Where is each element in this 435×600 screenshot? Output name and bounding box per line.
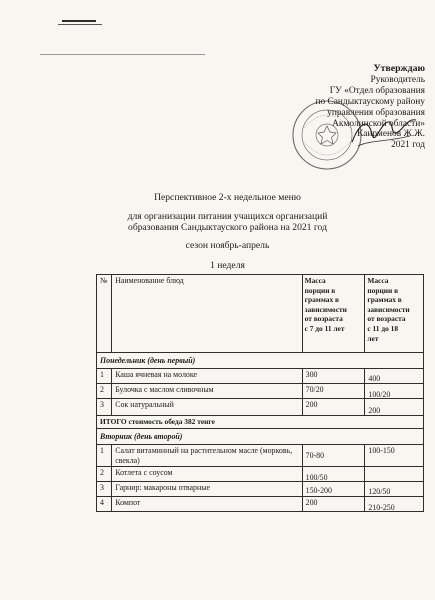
day-label: Понедельник (день первый) bbox=[97, 353, 424, 369]
mass-value: 120/50 bbox=[368, 487, 391, 497]
header-text: лет bbox=[367, 333, 379, 343]
table-row bbox=[97, 497, 424, 512]
mass-11-18 bbox=[365, 384, 424, 399]
mass-7-11 bbox=[302, 445, 365, 467]
header-text: с 7 до 11 лет bbox=[304, 323, 345, 333]
mass-7-11: 70/20 bbox=[302, 384, 365, 399]
mass-value: 70-80 bbox=[305, 451, 325, 461]
header-text: порции в bbox=[367, 285, 399, 295]
dish-name: Булочка с маслом сливочным bbox=[112, 384, 302, 399]
row-number: 1 bbox=[97, 369, 112, 384]
dish-name: Котлета с соусом bbox=[112, 467, 302, 482]
approval-signatory: Каирменов Ж.Ж. bbox=[357, 129, 425, 140]
header-text: граммах в bbox=[304, 295, 340, 305]
dish-name: Салат витаминный на растительном масле (морковь, свекла) bbox=[112, 445, 302, 467]
season-label: сезон ноябрь-апрель bbox=[185, 240, 270, 251]
row-number: 4 bbox=[97, 497, 112, 512]
dish-name: Гарнир: макароны отварные bbox=[112, 482, 302, 497]
approval-date: 2021 год bbox=[391, 140, 425, 151]
dish-name: Сок натуральный bbox=[112, 399, 302, 416]
header-text: зависимости bbox=[367, 304, 410, 314]
approval-line: Руководитель bbox=[370, 74, 425, 85]
scan-mark bbox=[62, 20, 96, 22]
row-number: 3 bbox=[97, 399, 112, 416]
approval-title: Утверждаю bbox=[373, 63, 425, 74]
mass-7-11 bbox=[302, 482, 365, 497]
mass-value: 400 bbox=[368, 374, 381, 384]
approval-line: ГУ «Отдел образования bbox=[329, 85, 425, 96]
row-number: 2 bbox=[97, 467, 112, 482]
header-dish-name: Наименование блюд bbox=[112, 275, 302, 353]
total-row bbox=[97, 416, 424, 428]
dish-name: Компот bbox=[112, 497, 302, 512]
total-cost: ИТОГО стоимость обеда 382 тенге bbox=[97, 416, 424, 428]
mass-value: 150-200 bbox=[305, 486, 332, 496]
header-text: Масса bbox=[304, 276, 326, 285]
mass-value: 100/50 bbox=[305, 473, 328, 483]
approval-line: по Сандыктаускому району bbox=[315, 96, 425, 107]
approval-line: Акмолинской области» bbox=[332, 118, 425, 129]
table-row bbox=[97, 399, 424, 416]
purpose-line: для организации питания учащихся организаций bbox=[127, 211, 328, 222]
table-row bbox=[97, 445, 424, 467]
header-mass-11-18 bbox=[365, 275, 424, 353]
mass-value: 200 bbox=[368, 406, 381, 416]
day-row bbox=[97, 353, 424, 369]
mass-11-18: 100-150 bbox=[365, 445, 424, 467]
mass-11-18 bbox=[365, 467, 424, 482]
row-number: 2 bbox=[97, 384, 112, 399]
mass-value: 210-250 bbox=[368, 503, 395, 513]
header-text: порции в bbox=[304, 285, 336, 295]
mass-7-11: 200 bbox=[302, 497, 365, 512]
scan-mark bbox=[58, 24, 102, 25]
table-row bbox=[97, 369, 424, 384]
mass-11-18 bbox=[365, 399, 424, 416]
header-text: Масса bbox=[367, 276, 389, 285]
table-row bbox=[97, 384, 424, 399]
day-row bbox=[97, 428, 424, 444]
header-mass-7-11 bbox=[302, 275, 365, 353]
mass-11-18 bbox=[365, 497, 424, 512]
row-number: 3 bbox=[97, 482, 112, 497]
menu-table bbox=[96, 274, 424, 512]
header-text: от возраста bbox=[367, 314, 406, 324]
document-title: Перспективное 2-х недельное меню bbox=[154, 192, 301, 203]
table-row bbox=[97, 482, 424, 497]
approval-line: управления образования bbox=[327, 107, 425, 118]
day-label: Вторник (день второй) bbox=[97, 428, 424, 444]
header-text: граммах в bbox=[367, 295, 402, 305]
header-text: с 11 до 18 bbox=[367, 323, 399, 333]
header-text: от возраста bbox=[304, 314, 343, 324]
header-text: зависимости bbox=[304, 304, 347, 314]
mass-7-11: 300 bbox=[302, 369, 365, 384]
signature-icon bbox=[350, 112, 420, 152]
table-row bbox=[97, 467, 424, 482]
dish-name: Каша ячневая на молоке bbox=[112, 369, 302, 384]
week-label: 1 неделя bbox=[210, 260, 245, 271]
mass-7-11 bbox=[302, 467, 365, 482]
row-number: 1 bbox=[97, 445, 112, 467]
mass-11-18 bbox=[365, 482, 424, 497]
document-headings bbox=[20, 192, 435, 271]
mass-7-11: 200 bbox=[302, 399, 365, 416]
purpose-line: образования Сандыктауского района на 2021 год bbox=[128, 222, 327, 233]
header-number: № bbox=[97, 275, 112, 353]
mass-11-18 bbox=[365, 369, 424, 384]
scan-mark bbox=[40, 54, 205, 55]
mass-value: 100/20 bbox=[368, 390, 391, 400]
table-header-row bbox=[97, 275, 424, 353]
